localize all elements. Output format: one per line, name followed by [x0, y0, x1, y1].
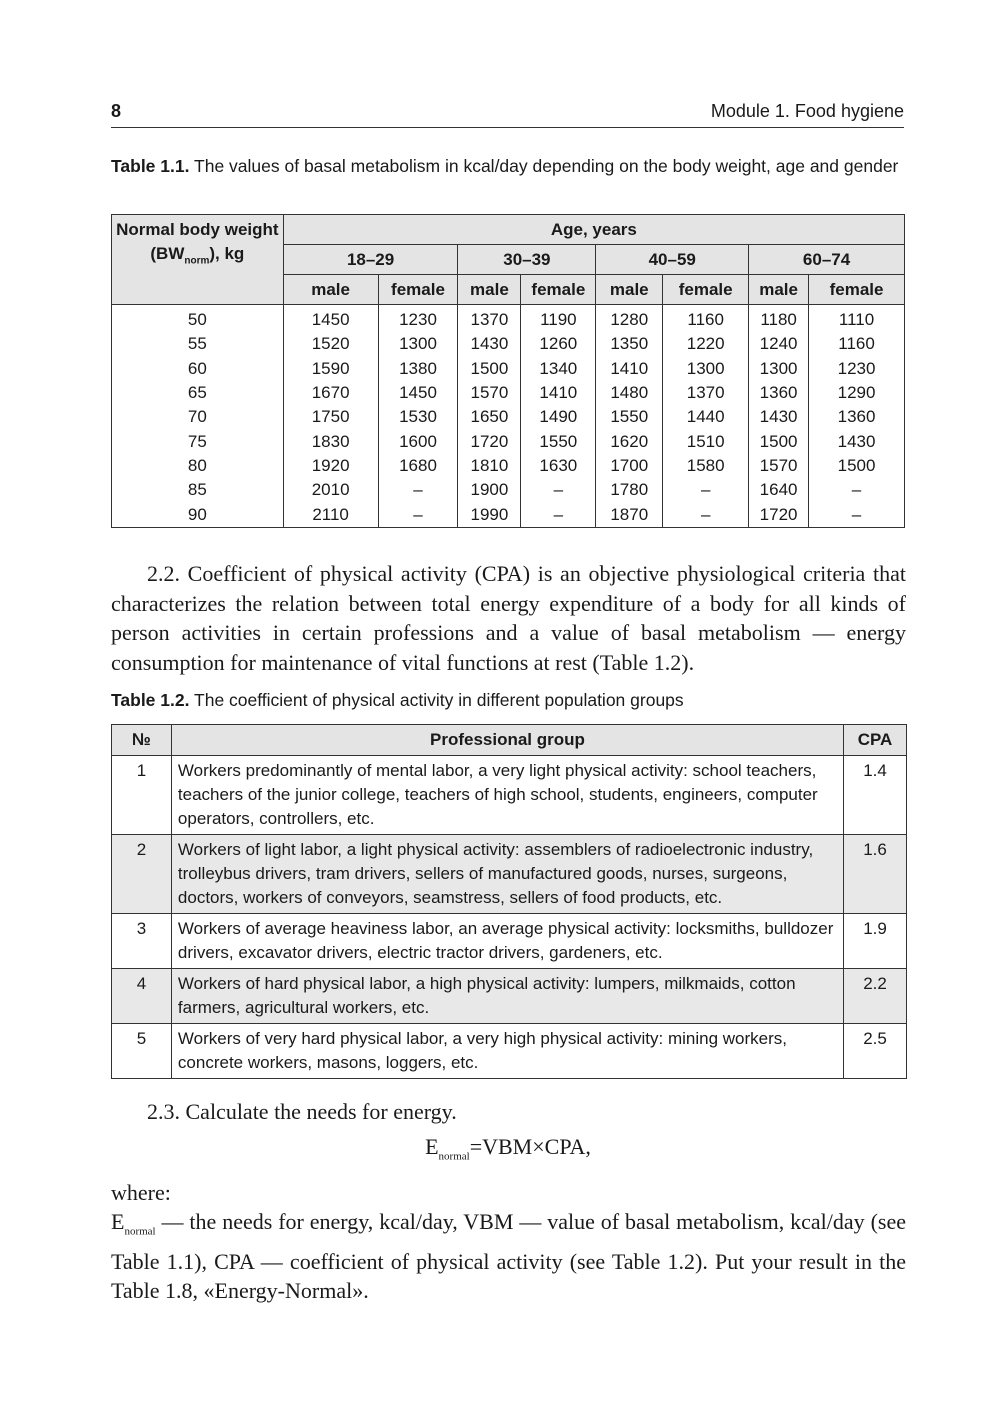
row-number-cell: 1 — [112, 756, 172, 835]
metabolism-value-cell: 1160 — [663, 305, 749, 333]
metabolism-value-cell: 1650 — [458, 405, 521, 429]
metabolism-value-cell: 1110 — [809, 305, 905, 333]
metabolism-value-cell: 1990 — [458, 502, 521, 527]
table2-column-header: № — [112, 725, 172, 756]
basal-metabolism-table — [111, 214, 905, 528]
age-header: Age, years — [283, 215, 904, 245]
metabolism-value-cell: 1450 — [378, 381, 458, 405]
metabolism-value-cell: 2010 — [283, 478, 378, 502]
cpa-value-cell: 1.4 — [844, 756, 907, 835]
table2-header-row — [112, 725, 907, 756]
professional-group-cell: Workers of hard physical labor, a high physical activity: lumpers, milkmaids, cotton farmers, agricultural workers, etc. — [171, 969, 843, 1024]
professional-group-cell: Workers of light labor, a light physical activity: assemblers of radioelectronic industry, trolleybus drivers, tram drivers, sellers of manufactured goods, nurses, surgeons, doctors, workers of conveyors, seamstress, sellers of food products, etc. — [171, 835, 843, 914]
table-row — [112, 502, 905, 527]
metabolism-value-cell: 1830 — [283, 429, 378, 453]
table-row — [112, 405, 905, 429]
table1-label: Table 1.1. — [111, 156, 190, 176]
metabolism-value-cell: 1780 — [596, 478, 663, 502]
weight-cell: 65 — [112, 381, 284, 405]
weight-cell: 50 — [112, 305, 284, 333]
metabolism-value-cell: 1920 — [283, 454, 378, 478]
page-number: 8 — [111, 101, 122, 121]
table-row — [112, 305, 905, 333]
metabolism-value-cell: – — [809, 502, 905, 527]
formula-explanation: $E_{normal}$ — the needs for energy, kcal/day, VBM — value of basal metabolism, kcal/day (see Table 1.1), CPA — coefficient of physical activity (see Table 1.2). Put your result in the Table 1.8, «Energy-Normal». — [111, 1209, 906, 1304]
paragraph-2-2: 2.2. Coefficient of physical activity (CPA) is an objective physiological criteria that characterizes the relation between total energy expenditure of a body for all kinds of person activities in certain professions and a value of basal metabolism — energy consumption for maintenance of vital functions at rest (Table 1.2). — [111, 561, 906, 675]
metabolism-value-cell: 1520 — [283, 332, 378, 356]
cpa-value-cell: 1.6 — [844, 835, 907, 914]
cpa-value-cell: 1.9 — [844, 914, 907, 969]
table2-caption — [111, 688, 906, 712]
sex-header: female — [521, 275, 596, 305]
running-title: Module 1. Food hygiene — [710, 101, 904, 121]
table-row — [112, 1024, 907, 1079]
metabolism-value-cell: 1300 — [749, 357, 809, 381]
metabolism-value-cell: 1490 — [521, 405, 596, 429]
metabolism-value-cell: 1360 — [809, 405, 905, 429]
table-row — [112, 357, 905, 381]
metabolism-value-cell: 1640 — [749, 478, 809, 502]
professional-group-cell: Workers of average heaviness labor, an average physical activity: locksmiths, bulldozer drivers, excavator drivers, electric tractor drivers, gardeners, etc. — [171, 914, 843, 969]
metabolism-value-cell: 1900 — [458, 478, 521, 502]
metabolism-value-cell: 1870 — [596, 502, 663, 527]
metabolism-value-cell: 1720 — [458, 429, 521, 453]
weight-cell: 55 — [112, 332, 284, 356]
table-row — [112, 381, 905, 405]
table-row — [112, 969, 907, 1024]
sex-header: male — [458, 275, 521, 305]
row-number-cell: 5 — [112, 1024, 172, 1079]
page-header — [111, 100, 904, 128]
metabolism-value-cell: 1340 — [521, 357, 596, 381]
metabolism-value-cell: 1230 — [809, 357, 905, 381]
metabolism-value-cell: 1300 — [378, 332, 458, 356]
metabolism-value-cell: 1190 — [521, 305, 596, 333]
table-row — [112, 756, 907, 835]
metabolism-value-cell: 1380 — [378, 357, 458, 381]
age-group-header: 40–59 — [596, 245, 749, 275]
table-row — [112, 835, 907, 914]
professional-group-cell: Workers of very hard physical labor, a very high physical activity: mining workers, concrete workers, masons, loggers, etc. — [171, 1024, 843, 1079]
metabolism-value-cell: – — [378, 502, 458, 527]
metabolism-value-cell: 1430 — [749, 405, 809, 429]
sex-header: female — [809, 275, 905, 305]
metabolism-value-cell: – — [521, 502, 596, 527]
metabolism-value-cell: 1180 — [749, 305, 809, 333]
metabolism-value-cell: 1240 — [749, 332, 809, 356]
metabolism-value-cell: 1500 — [458, 357, 521, 381]
metabolism-value-cell: 1370 — [663, 381, 749, 405]
metabolism-value-cell: 1280 — [596, 305, 663, 333]
metabolism-value-cell: 2110 — [283, 502, 378, 527]
metabolism-value-cell: 1530 — [378, 405, 458, 429]
table1-caption — [111, 154, 906, 178]
metabolism-value-cell: 1680 — [378, 454, 458, 478]
metabolism-value-cell: 1510 — [663, 429, 749, 453]
metabolism-value-cell: 1410 — [521, 381, 596, 405]
weight-cell: 70 — [112, 405, 284, 429]
metabolism-value-cell: 1230 — [378, 305, 458, 333]
metabolism-value-cell: 1570 — [749, 454, 809, 478]
table-row — [112, 914, 907, 969]
professional-group-cell: Workers predominantly of mental labor, a very light physical activity: school teachers, teachers of the junior college, teachers of high school, students, engineers, computer operators, controllers, etc. — [171, 756, 843, 835]
metabolism-value-cell: 1810 — [458, 454, 521, 478]
metabolism-value-cell: 1550 — [596, 405, 663, 429]
sex-header: female — [663, 275, 749, 305]
metabolism-value-cell: 1430 — [458, 332, 521, 356]
metabolism-value-cell: 1630 — [521, 454, 596, 478]
metabolism-value-cell: 1370 — [458, 305, 521, 333]
metabolism-value-cell: 1430 — [809, 429, 905, 453]
physical-activity-table — [111, 724, 907, 1079]
table1-caption-text: The values of basal metabolism in kcal/day depending on the body weight, age and gender — [194, 156, 899, 176]
metabolism-value-cell: 1350 — [596, 332, 663, 356]
age-group-header: 30–39 — [458, 245, 596, 275]
metabolism-value-cell: 1570 — [458, 381, 521, 405]
weight-column-header: Normal body weight $(BW_{norm})$, kg — [112, 215, 284, 305]
metabolism-value-cell: 1360 — [749, 381, 809, 405]
table2-caption-text: The coefficient of physical activity in different population groups — [194, 690, 684, 710]
where-label: where: — [111, 1180, 171, 1205]
metabolism-value-cell: 1300 — [663, 357, 749, 381]
energy-formula: $E_{normal}=VBM\times CPA$, — [425, 1134, 591, 1163]
table2-column-header: Professional group — [171, 725, 843, 756]
sex-header: female — [378, 275, 458, 305]
metabolism-value-cell: 1550 — [521, 429, 596, 453]
row-number-cell: 4 — [112, 969, 172, 1024]
weight-cell: 80 — [112, 454, 284, 478]
metabolism-value-cell: 1290 — [809, 381, 905, 405]
metabolism-value-cell: – — [378, 478, 458, 502]
table2-label: Table 1.2. — [111, 690, 190, 710]
metabolism-value-cell: 1700 — [596, 454, 663, 478]
cpa-value-cell: 2.5 — [844, 1024, 907, 1079]
row-number-cell: 3 — [112, 914, 172, 969]
metabolism-value-cell: 1750 — [283, 405, 378, 429]
cpa-value-cell: 2.2 — [844, 969, 907, 1024]
metabolism-value-cell: 1220 — [663, 332, 749, 356]
weight-cell: 60 — [112, 357, 284, 381]
row-number-cell: 2 — [112, 835, 172, 914]
metabolism-value-cell: 1590 — [283, 357, 378, 381]
metabolism-value-cell: 1480 — [596, 381, 663, 405]
sex-header: male — [283, 275, 378, 305]
metabolism-value-cell: 1440 — [663, 405, 749, 429]
metabolism-value-cell: – — [809, 478, 905, 502]
weight-cell: 75 — [112, 429, 284, 453]
metabolism-value-cell: 1620 — [596, 429, 663, 453]
age-group-header: 18–29 — [283, 245, 458, 275]
metabolism-value-cell: 1670 — [283, 381, 378, 405]
metabolism-value-cell: 1500 — [749, 429, 809, 453]
metabolism-value-cell: 1450 — [283, 305, 378, 333]
metabolism-value-cell: 1580 — [663, 454, 749, 478]
metabolism-value-cell: 1500 — [809, 454, 905, 478]
metabolism-value-cell: 1720 — [749, 502, 809, 527]
paragraph-2-3: 2.3. Calculate the needs for energy. — [147, 1099, 457, 1124]
metabolism-value-cell: 1600 — [378, 429, 458, 453]
age-group-header: 60–74 — [749, 245, 905, 275]
sex-header: male — [749, 275, 809, 305]
metabolism-value-cell: – — [663, 502, 749, 527]
table-row — [112, 429, 905, 453]
metabolism-value-cell: – — [521, 478, 596, 502]
weight-cell: 85 — [112, 478, 284, 502]
metabolism-value-cell: 1160 — [809, 332, 905, 356]
table-row — [112, 454, 905, 478]
metabolism-value-cell: 1410 — [596, 357, 663, 381]
weight-cell: 90 — [112, 502, 284, 527]
sex-header: male — [596, 275, 663, 305]
table2-column-header: CPA — [844, 725, 907, 756]
metabolism-value-cell: 1260 — [521, 332, 596, 356]
metabolism-value-cell: – — [663, 478, 749, 502]
table-row — [112, 332, 905, 356]
table-row — [112, 478, 905, 502]
